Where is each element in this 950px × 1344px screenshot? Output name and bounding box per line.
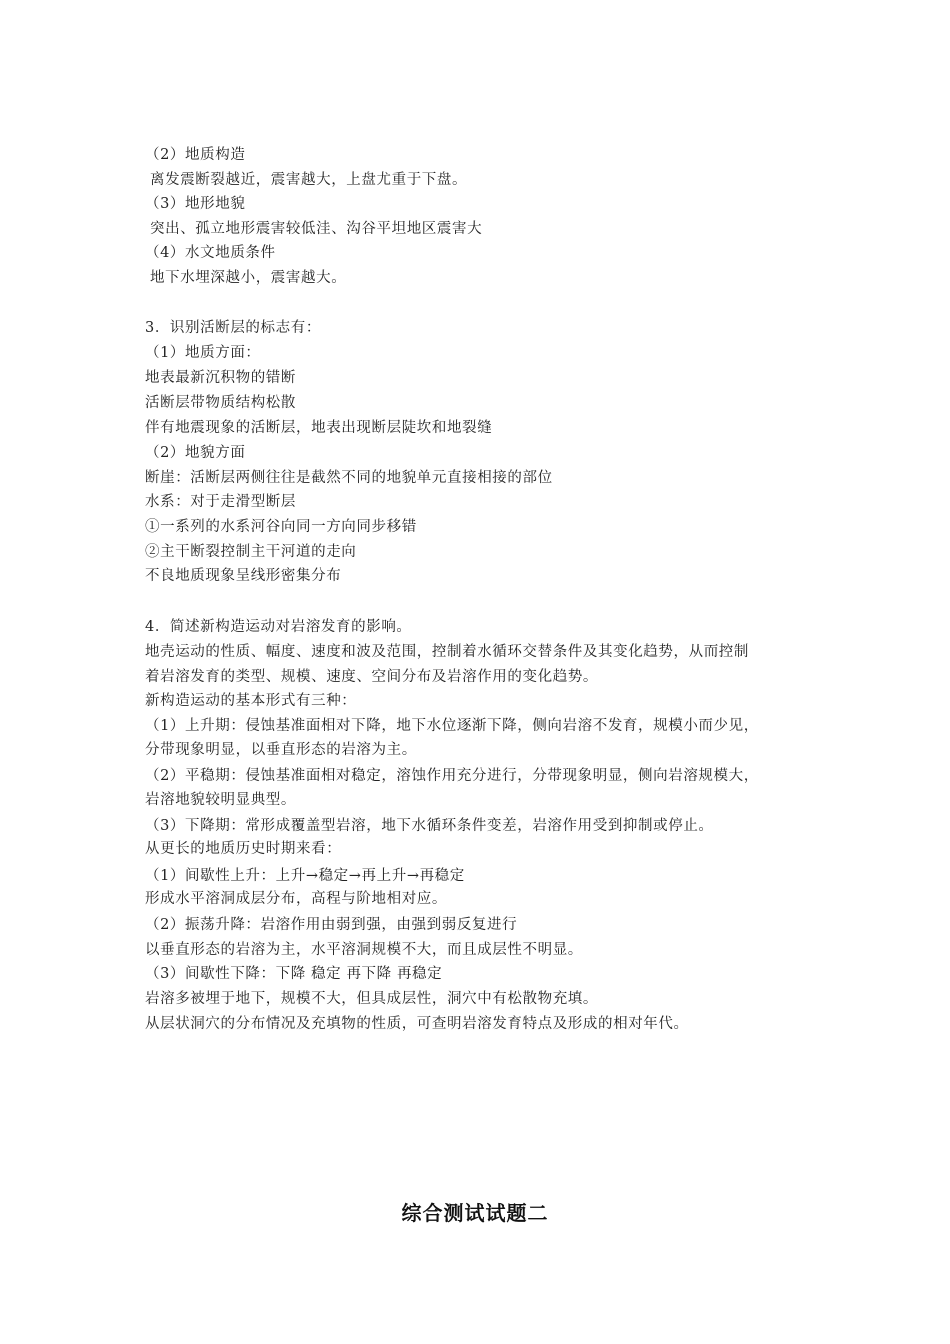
paragraph: 形成水平溶洞成层分布，高程与阶地相对应。: [145, 891, 447, 907]
subheading-hydrogeology: （4）水文地质条件: [145, 245, 276, 261]
paragraph: 地壳运动的性质、幅度、速度和波及范围，控制着水循环交替条件及其变化趋势，从而控制: [145, 644, 749, 660]
paragraph: 从更长的地质历史时期来看：: [145, 841, 342, 857]
list-item: 断崖：活断层两侧往往是截然不同的地貌单元直接相接的部位: [145, 470, 553, 486]
paragraph: （1）间歇性上升：上升→稳定→再上升→再稳定: [145, 868, 465, 884]
paragraph: 着岩溶发育的类型、规模、速度、空间分布及岩溶作用的变化趋势。: [145, 669, 598, 685]
list-item: 伴有地震现象的活断层，地表出现断层陡坎和地裂缝: [145, 420, 493, 436]
test-title: 综合测试试题二: [401, 1201, 549, 1225]
paragraph: 地下水埋深越小，震害越大。: [150, 270, 347, 286]
paragraph: 以垂直形态的岩溶为主，水平溶洞规模不大，而且成层性不明显。: [145, 942, 583, 958]
paragraph: 新构造运动的基本形式有三种：: [145, 693, 357, 709]
subheading-geomorphology-aspect: （2）地貌方面: [145, 445, 246, 461]
subheading-geologic-structure: （2）地质构造: [145, 147, 246, 163]
paragraph: 岩溶地貌较明显典型。: [145, 792, 296, 808]
paragraph: 突出、孤立地形震害较低洼、沟谷平坦地区震害大: [150, 221, 483, 237]
subheading-landform: （3）地形地貌: [145, 196, 246, 212]
subheading-geology-aspect: （1）地质方面：: [145, 345, 261, 361]
paragraph: （3）间歇性下降：下降 稳定 再下降 再稳定: [145, 966, 443, 982]
list-item: ①一系列的水系河谷向同一方向同步移错: [145, 519, 417, 535]
list-item: ②主干断裂控制主干河道的走向: [145, 544, 357, 560]
list-item: 不良地质现象呈线形密集分布: [145, 568, 342, 584]
paragraph: 离发震断裂越近，震害越大，上盘尤重于下盘。: [150, 172, 468, 188]
paragraph: 岩溶多被埋于地下，规模不大，但具成层性，洞穴中有松散物充填。: [145, 991, 598, 1007]
paragraph: （2）平稳期：侵蚀基准面相对稳定，溶蚀作用充分进行，分带现象明显，侧向岩溶规模大，: [145, 768, 759, 784]
paragraph: 分带现象明显，以垂直形态的岩溶为主。: [145, 742, 417, 758]
paragraph: 从层状洞穴的分布情况及充填物的性质，可查明岩溶发育特点及形成的相对年代。: [145, 1016, 689, 1032]
paragraph: （3）下降期：常形成覆盖型岩溶，地下水循环条件变差，岩溶作用受到抑制或停止。: [145, 818, 714, 834]
paragraph: （1）上升期：侵蚀基准面相对下降，地下水位逐渐下降，侧向岩溶不发育，规模小而少见，: [145, 718, 759, 734]
paragraph: （2）振荡升降：岩溶作用由弱到强，由强到弱反复进行: [145, 917, 518, 933]
list-item: 水系：对于走滑型断层: [145, 494, 296, 510]
question-3-heading: 3．识别活断层的标志有：: [145, 320, 321, 336]
list-item: 地表最新沉积物的错断: [145, 370, 296, 386]
list-item: 活断层带物质结构松散: [145, 395, 296, 411]
question-4-heading: 4．简述新构造运动对岩溶发育的影响。: [145, 619, 412, 635]
